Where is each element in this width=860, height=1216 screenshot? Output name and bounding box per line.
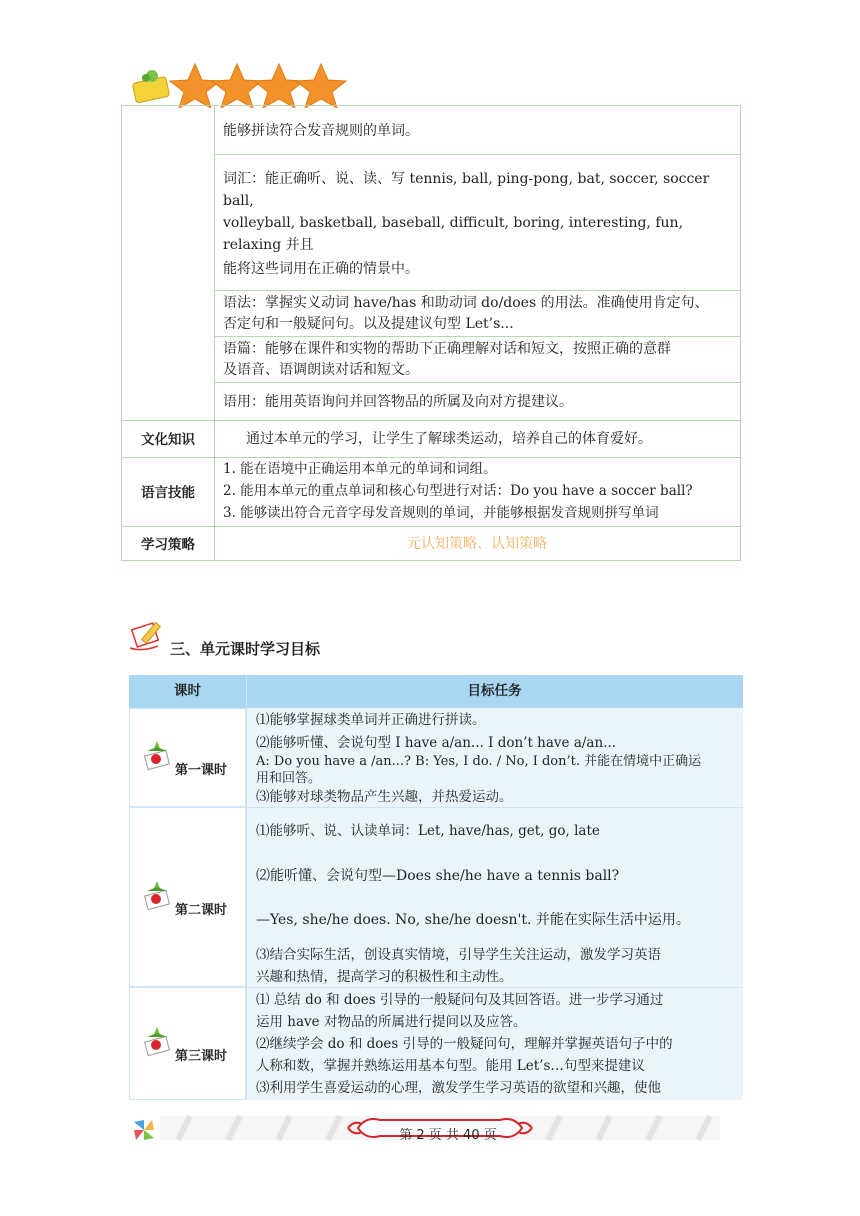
apple-book-icon [143,739,173,771]
book-icon [132,70,169,103]
target-line: ⑵能听懂、会说句型—Does she/he have a tennis ball? [256,868,620,884]
unit-goals-table [121,105,741,561]
target-line: ⑴ 总结 do 和 does 引导的一般疑问句及其回答语。进一步学习通过 [256,992,664,1008]
apple-book-icon [143,1025,173,1057]
star-icon [170,64,220,108]
strategy-text: 元认知策略、认知策略 [407,536,547,552]
discourse-line-1: 语篇：能够在课件和实物的帮助下正确理解对话和短文，按照正确的意群 [223,341,671,357]
page-number: 第 2 页 共 40 页 [399,1128,497,1143]
pragmatics-text: 语用：能用英语询问并回答物品的所属及向对方提建议。 [223,394,573,410]
grammar-line-2: 否定句和一般疑问句。以及提建议句型 Let’s... [223,316,514,332]
target-line: ⑶利用学生喜爱运动的心理，激发学生学习英语的欲望和兴趣，使他 [256,1080,661,1096]
star-icon [296,64,346,108]
target-line: 运用 have 对物品的所属进行提问以及应答。 [256,1014,527,1030]
lesson-goals-table [129,675,743,1100]
strategy-label: 学习策略 [141,537,195,553]
target-line: ⑶结合实际生活，创设真实情境，引导学生关注运动，激发学习英语 [256,947,661,963]
star-icon [212,64,262,108]
lesson-label-3: 第三课时 [175,1049,228,1064]
target-line: ⑵能够听懂、会说句型 I have a/an... I don’t have a/an... [256,735,617,751]
target-line: 人称和数，掌握并熟练运用基本句型。能用 Let’s…句型来提建议 [256,1058,645,1074]
vocab-line-3: 能将这些词用在正确的情景中。 [223,261,419,277]
discourse-line-2: 及语音、语调朗读对话和短文。 [223,362,419,378]
target-line: —Yes, she/he does. No, she/he doesn't. 并能在实际生活中运用。 [256,912,690,928]
lesson-label-2: 第二课时 [175,903,228,918]
skills-line-1: 1. 能在语境中正确运用本单元的单词和词组。 [223,461,497,477]
target-line: ⑶能够对球类物品产生兴趣，并热爱运动。 [256,789,513,805]
target-line: A: Do you have a /an...? B: Yes, I do. / No, I don’t. 并能在情境中正确运 [256,754,702,769]
intro-text: 能够拼读符合发音规则的单词。 [223,123,419,139]
pinwheel-icon [134,1120,154,1140]
star-icon [254,64,304,108]
col-header-target: 目标任务 [467,683,522,699]
target-line: ⑵继续学会 do 和 does 引导的一般疑问句，理解并掌握英语句子中的 [256,1036,673,1052]
target-line: 用和回答。 [256,771,322,786]
vocab-line-2: volleyball, basketball, baseball, difficult, boring, interesting, fun, relaxing 并且 [223,215,684,253]
target-line: ⑴能够掌握球类单词并正确进行拼读。 [256,712,486,728]
col-header-lesson: 课时 [174,683,201,699]
lesson-label-1: 第一课时 [175,763,228,778]
pencil-note-icon [128,618,168,654]
skills-line-3: 3. 能够读出符合元音字母发音规则的单词，并能够根据发音规则拼写单词 [223,505,659,521]
culture-text: 通过本单元的学习，让学生了解球类运动，培养自己的体育爱好。 [246,431,652,447]
target-line: ⑴能够听、说、认读单词：Let, have/has, get, go, late [256,823,600,839]
skills-line-2: 2. 能用本单元的重点单词和核心句型进行对话：Do you have a soccer ball? [223,483,693,499]
rating-stars-decoration [130,62,350,108]
apple-book-icon [143,879,173,911]
target-line: 兴趣和热情，提高学习的积极性和主动性。 [256,969,513,985]
vocab-line-1: 词汇：能正确听、说、读、写 tennis, ball, ping-pong, bat, soccer, soccer ball, [223,171,710,209]
skills-label: 语言技能 [141,485,195,501]
culture-label: 文化知识 [141,432,195,448]
grammar-line-1: 语法：掌握实义动词 have/has 和助动词 do/does 的用法。准确使用肯定句、 [223,295,709,311]
section-title: 三、单元课时学习目标 [170,640,321,658]
